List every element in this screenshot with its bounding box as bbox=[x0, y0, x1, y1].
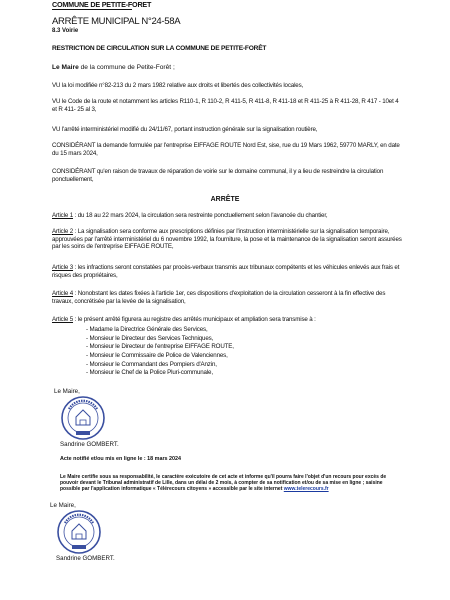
list-item: - Madame la Directrice Générale des Services, bbox=[86, 326, 208, 333]
article-1 bbox=[52, 212, 404, 220]
list-item: - Monsieur le Directeur des Services Techniques, bbox=[86, 334, 214, 342]
header-underline bbox=[52, 9, 132, 10]
mairie-seal bbox=[60, 395, 106, 446]
list-item: - Monsieur le Commandant des Pompiers d'Anzin, bbox=[86, 360, 217, 368]
list-item: - Monsieur le Chef de la Police Pluri-communale, bbox=[86, 369, 213, 377]
maire-intro bbox=[52, 64, 175, 71]
article-text: : Nonobstant les dates fixées à l'article 1er, ces dispositions d'exploitation de la circulation cesseront à la fin effective des travaux, concrétisée par la levée de la signalisation, bbox=[52, 290, 386, 305]
article-label: Article 5 bbox=[52, 316, 74, 323]
article-3 bbox=[52, 264, 404, 279]
article-text: : La signalisation sera conforme aux prescriptions définies par l'instruction interministérielle sur la signalisation temporaire, approuvées par l'arrêté interministériel du 6 novembre 1992, la fourniture, la pose et la maintenance de la signalisation seront assurées par les soins de l'entreprise EIFFAGE ROUTE, bbox=[52, 228, 402, 251]
document-title: RESTRICTION DE CIRCULATION SUR LA COMMUNE DE PETITE-FORÊT bbox=[52, 45, 267, 52]
maire-rest: de la commune de Petite-Forêt ; bbox=[78, 64, 175, 71]
article-label: Article 2 bbox=[52, 228, 74, 235]
signature-label-2: Le Maire, bbox=[50, 502, 76, 509]
article-label: Article 4 bbox=[52, 290, 74, 297]
telerecours-link[interactable]: www.telerecours.fr bbox=[283, 486, 329, 493]
list-item: - Monsieur le Directeur de l'entreprise EIFFAGE ROUTE, bbox=[86, 343, 234, 351]
article-label: Article 3 bbox=[52, 264, 74, 271]
vu-paragraph-1: VU la loi modifiée n°82-213 du 2 mars 1982 relative aux droits et libertés des collectivités locales, bbox=[52, 82, 304, 89]
signatory-name-2: Sandrine GOMBERT. bbox=[56, 555, 115, 562]
list-item: - Monsieur le Commissaire de Police de Valenciennes, bbox=[86, 352, 228, 360]
legal-notice-text: Le Maire certifie sous sa responsabilité, le caractère exécutoire de cet acte et informe qu'il pourra faire l'objet d'un recours pour excès de pouvoir devant le Tribunal administratif de Lille, dans un délai de 2 mois, à compter de sa notification et/ou de sa mise en ligne ; saisine possible par l'application informatique « Télérecours citoyens » accessible par le site internet bbox=[60, 474, 387, 493]
arrete-number: ARRÊTE MUNICIPAL N°24-58A bbox=[52, 16, 181, 27]
article-text: : les infractions seront constatées par procès-verbaux transmis aux tribunaux compétents et les véhicules enlevés aux frais et risques des propriétaires, bbox=[52, 264, 400, 279]
commune-header: COMMUNE DE PETITE-FORET bbox=[52, 0, 152, 9]
article-4 bbox=[52, 290, 404, 305]
signatory-name: Sandrine GOMBERT. bbox=[60, 441, 119, 448]
seal-stamp-icon bbox=[60, 395, 106, 441]
seal-stamp-icon bbox=[56, 509, 102, 555]
article-text: : du 18 au 22 mars 2024, la circulation sera restreinte ponctuellement selon l'avancée du chantier, bbox=[73, 212, 328, 219]
vu-paragraph-3: VU l'arrêté interministériel modifié du 24/11/67, portant instruction générale sur la signalisation routière, bbox=[52, 126, 318, 133]
article-2 bbox=[52, 228, 404, 251]
article-text: : le présent arrêté figurera au registre des arrêtés municipaux et ampliation sera transmise à : bbox=[73, 316, 316, 323]
category-label: 8.3 Voirie bbox=[52, 28, 79, 34]
considerant-paragraph-2: CONSIDÉRANT qu'en raison de travaux de réparation de voirie sur le domaine communal, il y a lieu de restreindre la circulation ponctuellement, bbox=[52, 168, 384, 183]
mairie-seal-2 bbox=[56, 509, 102, 560]
legal-notice bbox=[60, 474, 400, 493]
considerant-paragraph-1: CONSIDÉRANT la demande formulée par l'entreprise EIFFAGE ROUTE Nord Est, sise, rue du 19 Mars 1962, 59770 MARLY, en date du 15 mars 2024, bbox=[52, 142, 400, 157]
recipients-list bbox=[86, 326, 234, 378]
arrete-section-title: ARRÊTE bbox=[210, 196, 240, 203]
article-label: Article 1 bbox=[52, 212, 74, 219]
vu-paragraph-2: VU le Code de la route et notamment les articles R110-1, R 110-2, R 411-5, R 411-8, R 411-18 et R 411-25 à R 411-28, R 417 - 10et 4 et R 411- 25 al 3, bbox=[52, 98, 399, 113]
signature-label: Le Maire, bbox=[54, 388, 80, 395]
article-5 bbox=[52, 316, 404, 324]
notification-date: Acte notifié et/ou mis en ligne le : 18 mars 2024 bbox=[60, 456, 182, 462]
maire-bold: Le Maire bbox=[52, 64, 79, 71]
